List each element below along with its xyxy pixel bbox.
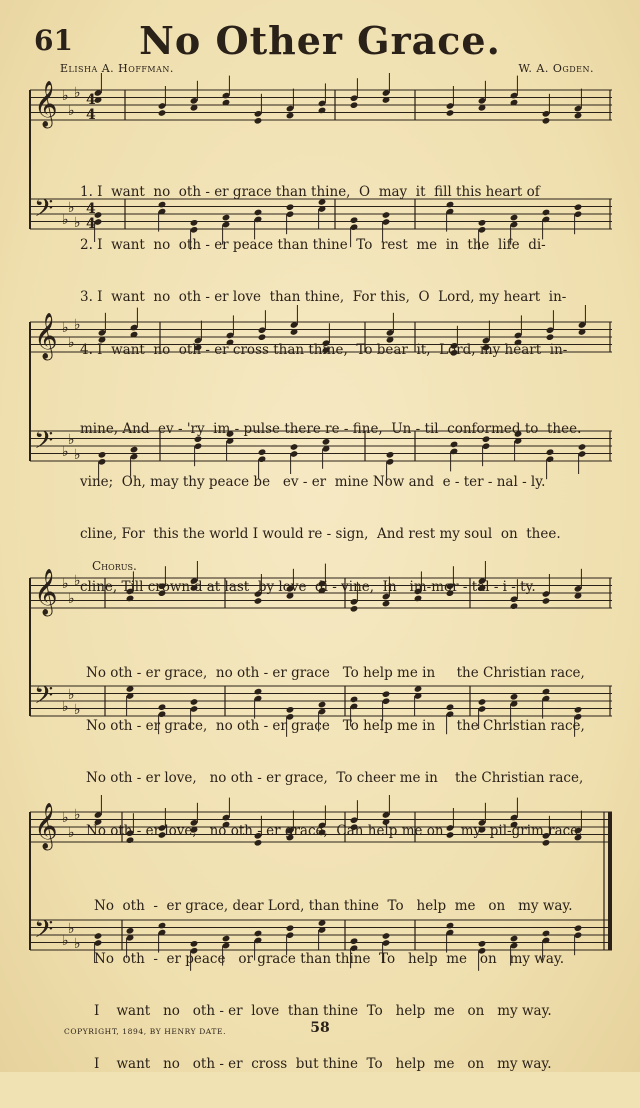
- treble-clef-icon: 𝄞: [34, 803, 58, 849]
- verse-lyrics-system-1: [80, 149, 567, 394]
- bass-clef-icon: 𝄢: [34, 194, 54, 229]
- flat-icon: ♭: [68, 432, 75, 448]
- flat-icon: ♭: [62, 320, 69, 336]
- composer-credit: W. A. Ogden.: [518, 62, 594, 75]
- flat-icon: ♭: [62, 699, 69, 715]
- time-signature-icon: 4: [86, 201, 96, 217]
- verse-lyrics-system-2: [80, 386, 581, 631]
- lyric-line: No oth - er love, no oth - er grace, Can help me on my pil-grim race,: [86, 822, 583, 839]
- flat-icon: ♭: [62, 212, 69, 228]
- lyric-line: cline, Till crown'd at last by love di - vine, In im-mor - tal - i - ty.: [80, 578, 536, 595]
- hymn-title: No Other Grace.: [139, 18, 501, 63]
- flat-icon: ♭: [74, 317, 81, 333]
- lyric-line: 2. I want no oth - er peace than thine To rest me in the life di-: [80, 236, 546, 253]
- note-head: [574, 203, 583, 211]
- flat-icon: ♭: [74, 702, 81, 718]
- lyric-line: No oth - er love, no oth - er grace, To cheer me in the Christian race,: [86, 770, 584, 786]
- note-head: [318, 107, 327, 115]
- flat-icon: ♭: [68, 103, 75, 119]
- time-signature-icon: 4: [86, 92, 96, 108]
- note-head: [446, 109, 455, 117]
- lyric-line: I want no oth - er cross but thine To help me on my way.: [94, 1055, 552, 1072]
- lyric-line: No oth - er grace, dear Lord, than thine To help me on my way.: [94, 898, 573, 914]
- note-head: [254, 117, 263, 125]
- flat-icon: ♭: [68, 591, 75, 607]
- flat-icon: ♭: [68, 335, 75, 351]
- time-signature-icon: 4: [86, 107, 96, 123]
- lyric-line: 4. I want no oth - er cross than thine, To bear it, Lord, my heart in-: [80, 341, 568, 358]
- chorus-lyrics-system-3: [86, 630, 585, 875]
- note-head: [158, 109, 167, 117]
- page-number: 58: [310, 1020, 330, 1036]
- chorus-label: Chorus.: [92, 559, 137, 573]
- flat-icon: ♭: [74, 215, 81, 231]
- bass-clef-icon: 𝄢: [34, 426, 54, 461]
- hymn-number: 61: [34, 24, 73, 57]
- lyric-line: 1. I want no oth - er grace than thine, O may it fill this heart of: [80, 184, 540, 200]
- flat-icon: ♭: [74, 85, 81, 101]
- flat-icon: ♭: [68, 825, 75, 841]
- flat-icon: ♭: [74, 573, 81, 589]
- flat-icon: ♭: [74, 807, 81, 823]
- flat-icon: ♭: [62, 88, 69, 104]
- bass-clef-icon: 𝄢: [34, 681, 54, 716]
- note-head: [574, 924, 583, 932]
- lyric-line: 3. I want no oth - er love than thine, For this, O Lord, my heart in-: [80, 289, 567, 305]
- treble-clef-icon: 𝄞: [34, 569, 58, 615]
- note-head: [542, 117, 551, 125]
- flat-icon: ♭: [68, 200, 75, 216]
- flat-icon: ♭: [62, 810, 69, 826]
- flat-icon: ♭: [74, 936, 81, 952]
- treble-clef-icon: 𝄞: [34, 313, 58, 359]
- copyright-notice: COPYRIGHT, 1894, BY HENRY DATE.: [64, 1027, 227, 1036]
- flat-icon: ♭: [74, 447, 81, 463]
- lyric-line: vine; Oh, may thy peace be ev - er mine Now and e - ter - nal - ly.: [80, 473, 546, 490]
- lyric-line: No oth - er peace or grace than thine To help me on my way.: [94, 950, 565, 967]
- lyric-line: No oth - er grace, no oth - er grace To help me in the Christian race,: [86, 665, 585, 681]
- flat-icon: ♭: [62, 576, 69, 592]
- flat-icon: ♭: [68, 687, 75, 703]
- lyric-line: mine, And ev - 'ry im - pulse there re - fine, Un - til conformed to thee.: [80, 421, 582, 437]
- chorus-lyrics-system-4: [94, 863, 573, 1108]
- treble-clef-icon: 𝄞: [34, 81, 58, 127]
- flat-icon: ♭: [62, 444, 69, 460]
- lyric-line: I want no oth - er love than thine To help me on my way.: [94, 1003, 552, 1019]
- author-credit: Elisha A. Hoffman.: [60, 62, 174, 75]
- note-head: [350, 101, 359, 109]
- flat-icon: ♭: [62, 933, 69, 949]
- time-signature-icon: 4: [86, 216, 96, 232]
- lyric-line: cline, For this the world I would re - sign, And rest my soul on thee.: [80, 526, 561, 542]
- flat-icon: ♭: [68, 921, 75, 937]
- bass-clef-icon: 𝄢: [34, 915, 54, 950]
- lyric-line: No oth - er grace, no oth - er grace To help me in the Christian race,: [86, 717, 585, 734]
